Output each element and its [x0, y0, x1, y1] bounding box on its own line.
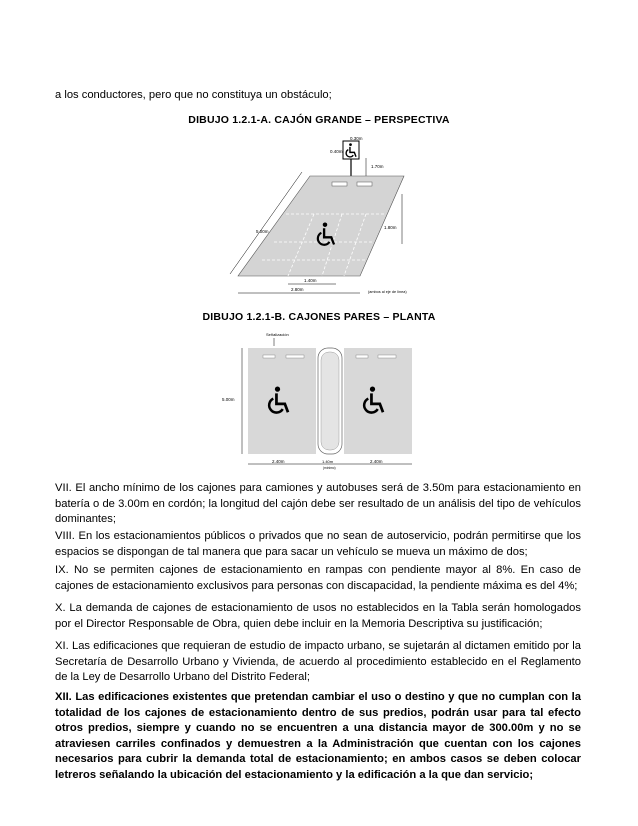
dim-right-width: 2.40m: [370, 459, 383, 464]
paragraph-ix: IX. No se permiten cajones de estacionamiento en rampas con pendiente mayor al 8%. En caso de cajones de estacionamiento exclusivos para personas con discapacidad, la pendiente máxima es del 4%;: [55, 564, 581, 592]
left-stall: [248, 348, 316, 454]
paragraph-xii: XII. Las edificaciones existentes que pretendan cambiar el uso o destino y que no cumplan con la totalidad de los cajones de estacionamiento dentro de sus predios, podrán usar para tal efecto otros predios, siempre y cuando no se encuentren a una distancia mayor de 300.00m y no se atraviesen carriles confinados y demuestren a la Administración que cuentan con los cajones necesarios para cubrir la demanda total de estacionamiento; en ambos casos se deben colocar letreros señalando la ubicación del estacionamiento y la edificación a la que dan servicio;: [55, 691, 581, 781]
paragraph-vii: VII. El ancho mínimo de los cajones para camiones y autobuses será de 3.50m para estacionamiento en batería o de 3.00m en cordón; la longitud del cajón debe ser resultado de un análisis del tipo de vehículos dominantes;: [55, 482, 581, 525]
dim-center-note: (mínimo): [323, 466, 336, 470]
paragraph-x: X. La demanda de cajones de estacionamiento de usos no establecidos en la Tabla serán homologados por el Director Responsable de Obra, quien debe incluir en la Memoria Descriptiva su justificación;: [55, 602, 581, 630]
figure-a-drawing: [226, 134, 416, 300]
dim-total-width: 2.80m: [291, 287, 304, 292]
intro-text: a los conductores, pero que no constituya un obstáculo;: [55, 89, 332, 101]
dim-inner-width: 1.40m: [304, 278, 317, 283]
dim-length: 5.00m: [256, 229, 269, 234]
dim-sign-height: 0.40m: [330, 149, 343, 154]
paragraph-viii: VIII. En los estacionamientos públicos o privados que no sean de autoservicio, podrán permitirse que los espacios se dispongan de tal manera que para sacar un vehículo se mueva un máximo de dos;: [55, 530, 581, 558]
dim-length: 5.00m: [222, 397, 235, 402]
paragraph-xi: XI. Las edificaciones que requieran de estudio de impacto urbano, se sujetarán al dictamen emitido por la Secretaría de Desarrollo Urbano y Vivienda, de acuerdo al procedimiento establecido en el Reglamento de la Ley de Desarrollo Urbano del Distrito Federal;: [55, 640, 581, 683]
figure-b-drawing: [222, 330, 422, 472]
figure-b-title: DIBUJO 1.2.1-B. CAJONES PARES – PLANTA: [202, 311, 436, 323]
sign-label: Señalización: [266, 332, 289, 337]
dim-sign-width: 0.30m: [350, 136, 363, 141]
dim-note: (ambos al eje de línea): [368, 290, 407, 294]
parking-slab: [238, 176, 404, 276]
figure-a-title: DIBUJO 1.2.1-A. CAJÓN GRANDE – PERSPECTIVA: [188, 114, 450, 126]
center-aisle: [318, 348, 342, 454]
dim-center-width: 1.40m: [322, 459, 334, 464]
right-stall: [344, 348, 412, 454]
dim-right: 1.80m: [384, 225, 397, 230]
dim-post: 1.70m: [371, 164, 384, 169]
dim-left-width: 2.40m: [272, 459, 285, 464]
